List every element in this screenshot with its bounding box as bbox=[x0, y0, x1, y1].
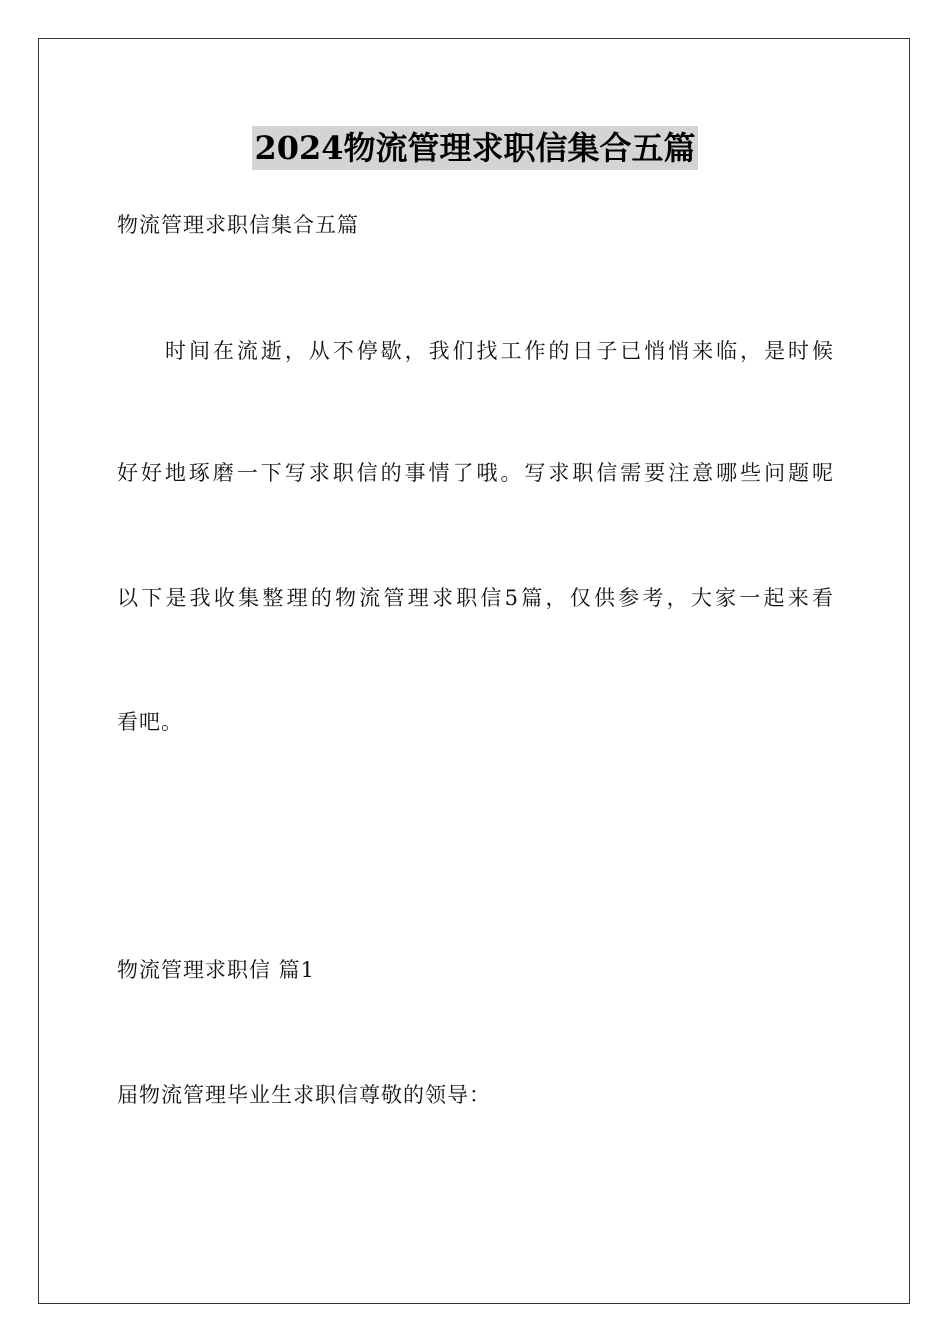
intro-line-1: 时间在流逝，从不停歇，我们找工作的日子已悄悄来临，是时候 bbox=[165, 339, 833, 363]
intro-line-4: 看吧。 bbox=[117, 710, 183, 734]
intro-line-3: 以下是我收集整理的物流管理求职信5篇，仅供参考，大家一起来看 bbox=[117, 586, 833, 610]
document-title: 2024物流管理求职信集合五篇 bbox=[252, 126, 697, 170]
letter-opening: 届物流管理毕业生求职信尊敬的领导： bbox=[117, 1083, 491, 1107]
intro-line-2: 好好地琢磨一下写求职信的事情了哦。写求职信需要注意哪些问题呢 bbox=[117, 461, 833, 485]
title-container bbox=[0, 126, 950, 170]
document-subtitle: 物流管理求职信集合五篇 bbox=[117, 213, 359, 237]
section-heading: 物流管理求职信 篇1 bbox=[117, 958, 316, 982]
